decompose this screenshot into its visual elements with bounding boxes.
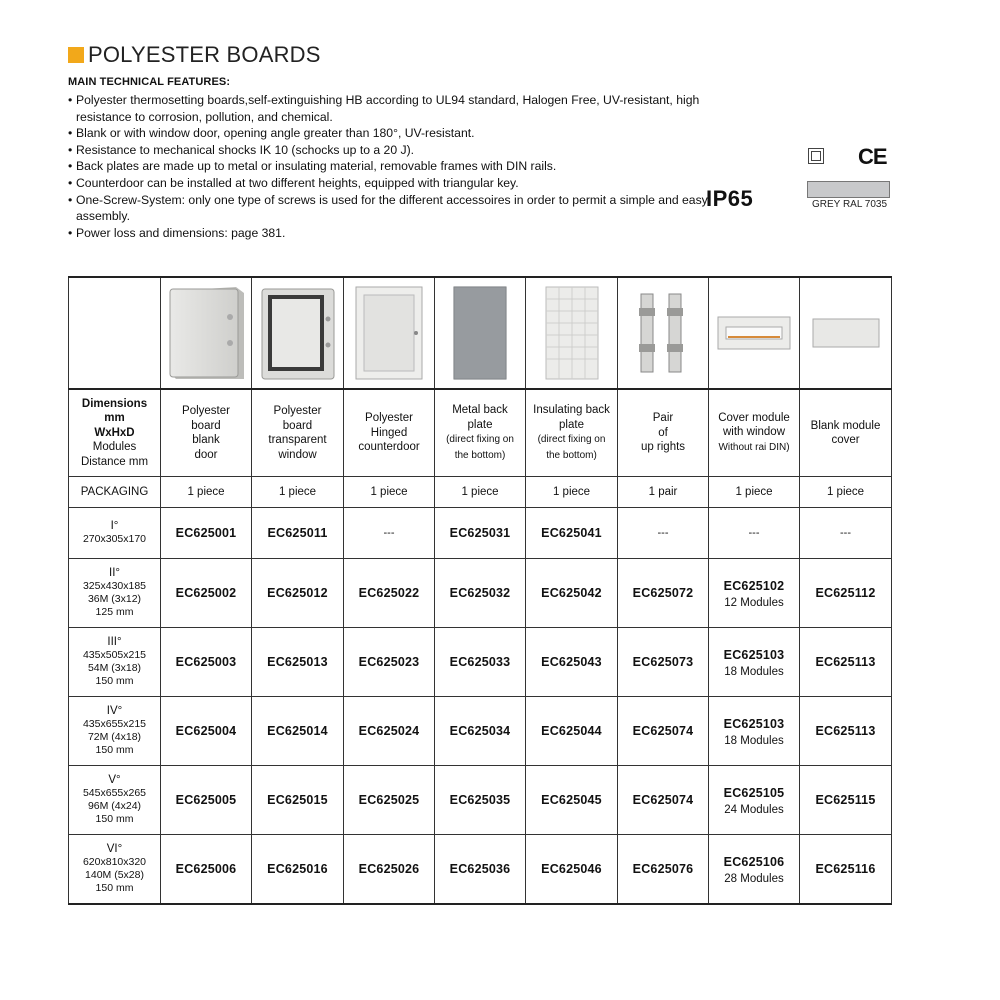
packaging-cell: 1 piece xyxy=(526,477,618,508)
ce-mark-icon: CE xyxy=(858,144,887,169)
packaging-row xyxy=(69,477,892,508)
code-cell: EC625042 xyxy=(526,559,618,628)
packaging-cell: 1 piece xyxy=(344,477,435,508)
feature-item: • Blank or with window door, opening angle greater than 180°, UV-resistant. xyxy=(68,125,748,142)
size-cell: II° 325x430x185 36M (3x12) 125 mm xyxy=(69,559,161,628)
code-cell: EC625073 xyxy=(618,628,709,697)
hdr-line: mm xyxy=(104,412,125,425)
counterdoor-image xyxy=(344,277,435,389)
code-cell: EC625045 xyxy=(526,766,618,835)
features-heading: MAIN TECHNICAL FEATURES: xyxy=(68,76,231,88)
code-cell: EC625113 xyxy=(800,628,892,697)
packaging-cell: 1 piece xyxy=(435,477,526,508)
board-window-image xyxy=(252,277,344,389)
column-header: Pair of up rights xyxy=(618,389,709,477)
code-cell: EC625001 xyxy=(161,508,252,559)
hdr-line: WxHxD xyxy=(94,426,135,439)
code-cell: EC625034 xyxy=(435,697,526,766)
table-row xyxy=(69,697,892,766)
code-cell: EC625016 xyxy=(252,835,344,905)
code-cell: EC625005 xyxy=(161,766,252,835)
hdr-line: Dimensions xyxy=(81,397,148,410)
code-cell: EC625013 xyxy=(252,628,344,697)
color-swatch xyxy=(807,181,890,198)
color-label: GREY RAL 7035 xyxy=(812,199,888,210)
column-header: Insulating back plate (direct fixing on the bottom) xyxy=(526,389,618,477)
hdr-line: Distance mm xyxy=(80,455,149,468)
code-cell: EC625004 xyxy=(161,697,252,766)
code-cell: EC625074 xyxy=(618,697,709,766)
column-header: Cover module with window Without rai DIN) xyxy=(709,389,800,477)
insulating-plate-image xyxy=(526,277,618,389)
table-row xyxy=(69,835,892,905)
corner-cell xyxy=(69,277,161,389)
code-cell: EC625026 xyxy=(344,835,435,905)
code-cell: EC625046 xyxy=(526,835,618,905)
code-cell: EC625032 xyxy=(435,559,526,628)
code-cell: EC625035 xyxy=(435,766,526,835)
table-row xyxy=(69,559,892,628)
code-cell: EC625112 xyxy=(800,559,892,628)
feature-item: • Resistance to mechanical shocks IK 10 (schocks up to a 20 J). xyxy=(68,142,748,159)
code-cell: --- xyxy=(709,508,800,559)
code-cell: EC625023 xyxy=(344,628,435,697)
column-header: Polyester Hinged counterdoor xyxy=(344,389,435,477)
board-blank-image xyxy=(161,277,252,389)
code-cell: EC625033 xyxy=(435,628,526,697)
feature-item: • Back plates are made up to metal or insulating material, removable frames with DIN rails. xyxy=(68,158,748,175)
size-cell: III° 435x505x215 54M (3x18) 150 mm xyxy=(69,628,161,697)
code-cell: EC625115 xyxy=(800,766,892,835)
description-row xyxy=(69,389,892,477)
double-insulation-icon xyxy=(808,148,824,164)
code-cell: EC625006 xyxy=(161,835,252,905)
features-list xyxy=(68,92,748,241)
feature-item: • Polyester thermosetting boards,self-extinguishing HB according to UL94 standard, Halogen Free, UV-resistant, high resistance to corrosion, pollution, and chemical. xyxy=(68,92,748,125)
code-cell: EC625105 24 Modules xyxy=(709,766,800,835)
column-header: Polyester board blank door xyxy=(161,389,252,477)
title-marker xyxy=(68,47,84,63)
code-cell: EC625072 xyxy=(618,559,709,628)
table-row xyxy=(69,766,892,835)
packaging-cell: 1 pair xyxy=(618,477,709,508)
product-table xyxy=(68,276,892,905)
feature-item: • Counterdoor can be installed at two different heights, equipped with triangular key. xyxy=(68,175,748,192)
ip-rating: IP65 xyxy=(706,186,754,211)
size-cell: I° 270x305x170 xyxy=(69,508,161,559)
code-cell: EC625044 xyxy=(526,697,618,766)
size-cell: IV° 435x655x215 72M (4x18) 150 mm xyxy=(69,697,161,766)
code-cell: EC625036 xyxy=(435,835,526,905)
code-cell: EC625103 18 Modules xyxy=(709,697,800,766)
blank-cover-image xyxy=(800,277,892,389)
code-cell: EC625043 xyxy=(526,628,618,697)
code-cell: EC625015 xyxy=(252,766,344,835)
column-header: Polyester board transparent window xyxy=(252,389,344,477)
packaging-cell: 1 piece xyxy=(161,477,252,508)
code-cell: EC625102 12 Modules xyxy=(709,559,800,628)
code-cell: EC625076 xyxy=(618,835,709,905)
size-cell: VI° 620x810x320 140M (5x28) 150 mm xyxy=(69,835,161,905)
cover-window-image xyxy=(709,277,800,389)
code-cell: EC625103 18 Modules xyxy=(709,628,800,697)
code-cell: EC625002 xyxy=(161,559,252,628)
feature-item: • One-Screw-System: only one type of screws is used for the different accessoires in order to permit a simple and easy assembly. xyxy=(68,192,748,225)
code-cell: --- xyxy=(800,508,892,559)
table-row xyxy=(69,508,892,559)
code-cell: EC625031 xyxy=(435,508,526,559)
column-header: Blank module cover xyxy=(800,389,892,477)
feature-item: • Power loss and dimensions: page 381. xyxy=(68,225,748,242)
title-row xyxy=(68,42,321,68)
code-cell: EC625113 xyxy=(800,697,892,766)
hdr-line: Modules xyxy=(92,441,137,454)
packaging-cell: 1 piece xyxy=(252,477,344,508)
code-cell: EC625011 xyxy=(252,508,344,559)
packaging-label: PACKAGING xyxy=(69,477,161,508)
code-cell: EC625014 xyxy=(252,697,344,766)
packaging-cell: 1 piece xyxy=(709,477,800,508)
table-row xyxy=(69,628,892,697)
code-cell: EC625024 xyxy=(344,697,435,766)
code-cell: EC625025 xyxy=(344,766,435,835)
size-cell: V° 545x655x265 96M (4x24) 150 mm xyxy=(69,766,161,835)
packaging-cell: 1 piece xyxy=(800,477,892,508)
code-cell: EC625003 xyxy=(161,628,252,697)
image-row xyxy=(69,277,892,389)
code-cell: EC625106 28 Modules xyxy=(709,835,800,905)
code-cell: EC625116 xyxy=(800,835,892,905)
code-cell: EC625022 xyxy=(344,559,435,628)
code-cell: --- xyxy=(618,508,709,559)
column-header: Metal back plate (direct fixing on the bottom) xyxy=(435,389,526,477)
dimensions-header xyxy=(69,389,161,477)
uprights-image xyxy=(618,277,709,389)
code-cell: EC625012 xyxy=(252,559,344,628)
metal-plate-image xyxy=(435,277,526,389)
code-cell: EC625041 xyxy=(526,508,618,559)
code-cell: --- xyxy=(344,508,435,559)
page-title: POLYESTER BOARDS xyxy=(88,42,321,67)
code-cell: EC625074 xyxy=(618,766,709,835)
